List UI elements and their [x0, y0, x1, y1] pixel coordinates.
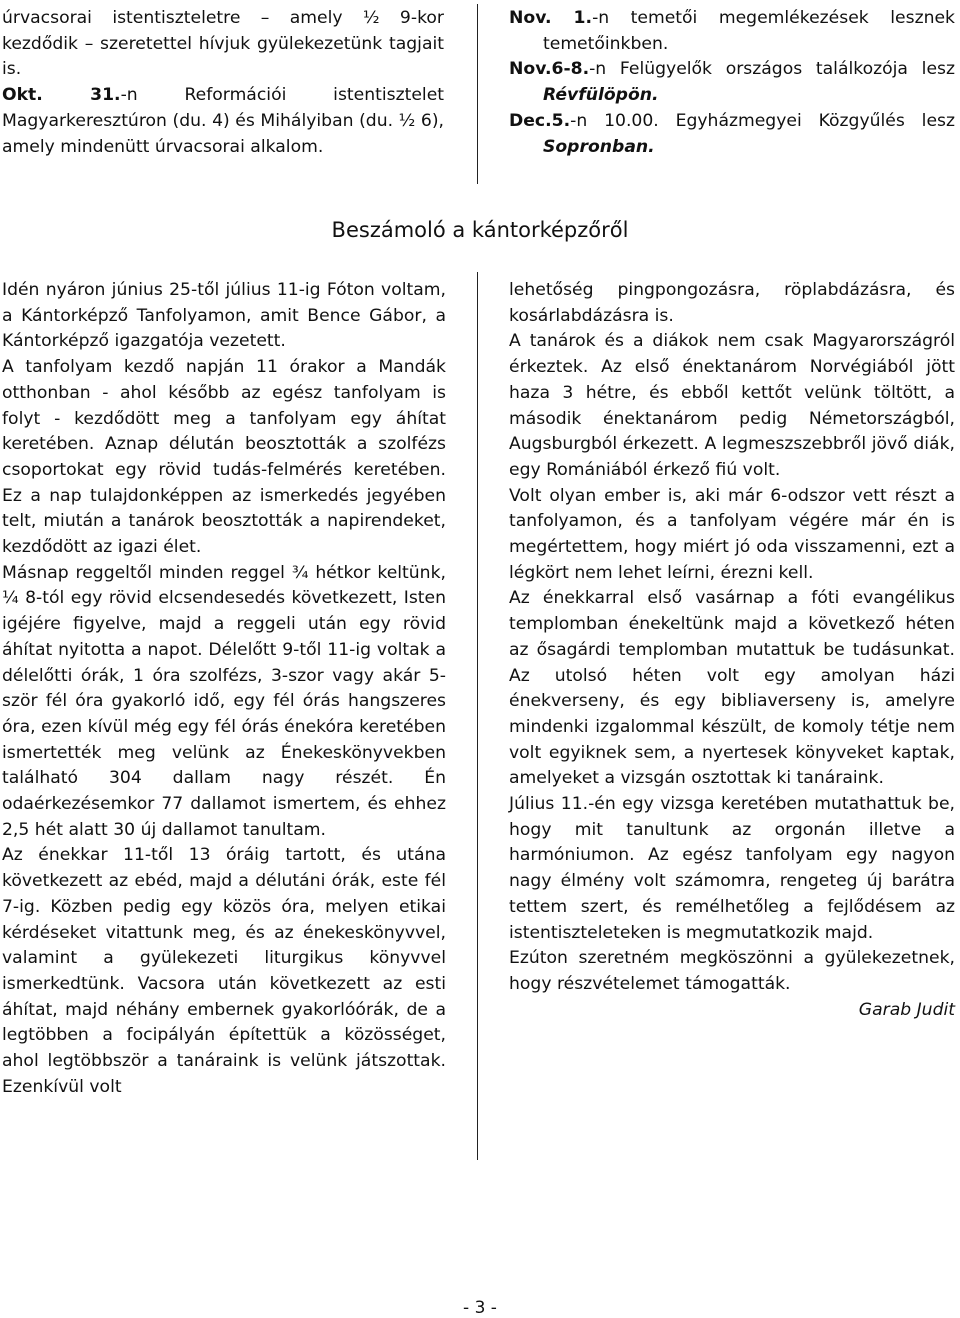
article-paragraph: Az énekkar 11-től 13 óráig tartott, és utána következett az ebéd, majd a délutáni órák, este fél 7-ig. Közben pedig egy közös óra, melyen etikai kérdéseket vitattunk meg, és az énekeskönyvvel, valamint a gyülekezeti liturgikus könyvvel ismerkedtünk. Vacsora után következett az esti áhítat, majd néhány embernek gyakorlóórák, de a legtöbben a focipályán építettük a közösséget, ahol legtöbbször a tanáraink is velünk játszottak. Ezenkívül volt: [2, 845, 446, 1097]
article-paragraph: Ezúton szeretném megköszönni a gyülekezetnek, hogy részvételemet támogatták.: [509, 948, 955, 994]
announcement-date: Nov. 1.: [509, 8, 593, 28]
article-paragraph: Másnap reggeltől minden reggel ¾ hétkor keltünk, ¼ 8-tól egy rövid elcsendesedés következett, Isten igéjére figyelve, majd a reggeli után egy rövid áhítat nyitotta a napot. Délelőtt 9-től 11-ig voltak a délelőtti órák, 1 óra szolfézs, 3-szor vagy akár 5-ször fél óra gyakorló idő, egy fél órás hangszeres óra, ezen kívül még egy fél órás énekóra keretében ismertették meg velünk az Énekeskönyvekben található 304 dallam nagy részét. Én odaérkezésemkor 77 dallamot ismertem, és ehhez 2,5 hét alatt 30 új dallamot tanultam.: [2, 562, 446, 840]
page-number: - 3 -: [463, 1298, 497, 1318]
announcement-paragraph: úrvacsorai istentiszteletre – amely ½ 9-kor kezdődik – szeretettel hívjuk gyülekezetünk tagjait is.: [2, 8, 444, 80]
announcement-date: Nov.6-8.: [509, 59, 590, 80]
article-paragraph: Idén nyáron június 25-től július 11-ig Fóton voltam, a Kántorképző Tanfolyamon, amit Bence Gábor, a Kántorképző igazgatója vezetett.: [2, 280, 446, 352]
author-signature: Garab Judit: [858, 999, 955, 1020]
announcement-date: Dec.5.: [509, 110, 571, 131]
article-title: Beszámoló a kántorképzőről: [331, 218, 629, 242]
top-divider: [477, 4, 478, 184]
announcement-item: [509, 109, 955, 160]
article-paragraph: Volt olyan ember is, aki már 6-odszor vett részt a tanfolyamon, és a tanfolyam végére már én is megértettem, hogy miért jó oda visszamenni, ezt a légkört nem lehet leírni, érezni kell.: [509, 485, 955, 583]
announcement-place: Révfülöpön.: [543, 85, 659, 106]
article-paragraph: A tanfolyam kezdő napján 11 órakor a Mandák otthonban - ahol később az egész tanfolyam is folyt - kezdődött meg a tanfolyam egy áhítat keretében. Aznap délután beosztották a szolfézs csoportokat egy rövid tudás-felmérés keretében. Ez a nap tulajdonképpen az ismerkedés jegyében telt, miután a tanárok beosztották a napirendeket, kezdődött az igazi élet.: [2, 357, 446, 558]
announcement-item: [509, 6, 955, 57]
announcement-date: Okt. 31.: [2, 85, 121, 106]
announcement-okt: [2, 83, 444, 160]
announcement-text: -n Felügyelők országos találkozója lesz: [589, 59, 955, 80]
announcement-place: Sopronban.: [543, 136, 655, 157]
announcement-item: [509, 57, 955, 108]
article-paragraph: lehetőség pingpongozásra, röplabdázásra, és kosárlabdázásra is.: [509, 280, 955, 326]
announcements-right: [509, 6, 955, 160]
article-paragraph: Július 11.-én egy vizsga keretében mutathattuk be, hogy mit tanultunk az orgonán illetve a harmóniumon. Az egész tanfolyam egy nagyon nagy élmény volt számomra, rengeteg új barátra tettem szert, és remélhetőleg a fejlődésem az istentiszteleteken is megmutatkozik majd.: [509, 794, 955, 943]
article-left-column: [2, 278, 446, 1101]
announcements-left: [2, 6, 444, 160]
article-paragraph: A tanárok és a diákok nem csak Magyarországról érkeztek. Az első énektanárom Norvégiából jött haza 3 hétre, és ebből kettőt velünk töltött, a második énektanárom pedig Németországból, Augsburgból érkezett. A legmeszszebbről jövő diák, egy Romániából érkező fiú volt.: [509, 331, 955, 480]
article-paragraph: Az énekkarral első vasárnap a fóti evangélikus templomban énekeltünk majd a következő héten az ősagárdi templomban mutattuk be tudásunkat. Az utolsó héten volt egy amolyan házi énekverseny, és egy bibliaverseny is, amelyre mindenki izgalommal készült, de komoly tétje nem volt egyiknek sem, a nyertesek könyveket kaptak, amelyeket a vizsgán osztottak ki tanáraink.: [509, 588, 955, 789]
announcement-text: -n 10.00. Egyházmegyei Közgyűlés lesz: [570, 110, 955, 131]
column-divider: [477, 272, 478, 1160]
article-right-column: [509, 278, 955, 1023]
announcement-text: -n temetői megemlékezések lesznek temetőinkben.: [543, 8, 956, 54]
announcement-text: -n Reformációi istentisztelet Magyarkeresztúron (du. 4) és Mihályiban (du. ½ 6), amely mindenütt úrvacsorai alkalom.: [2, 85, 445, 157]
